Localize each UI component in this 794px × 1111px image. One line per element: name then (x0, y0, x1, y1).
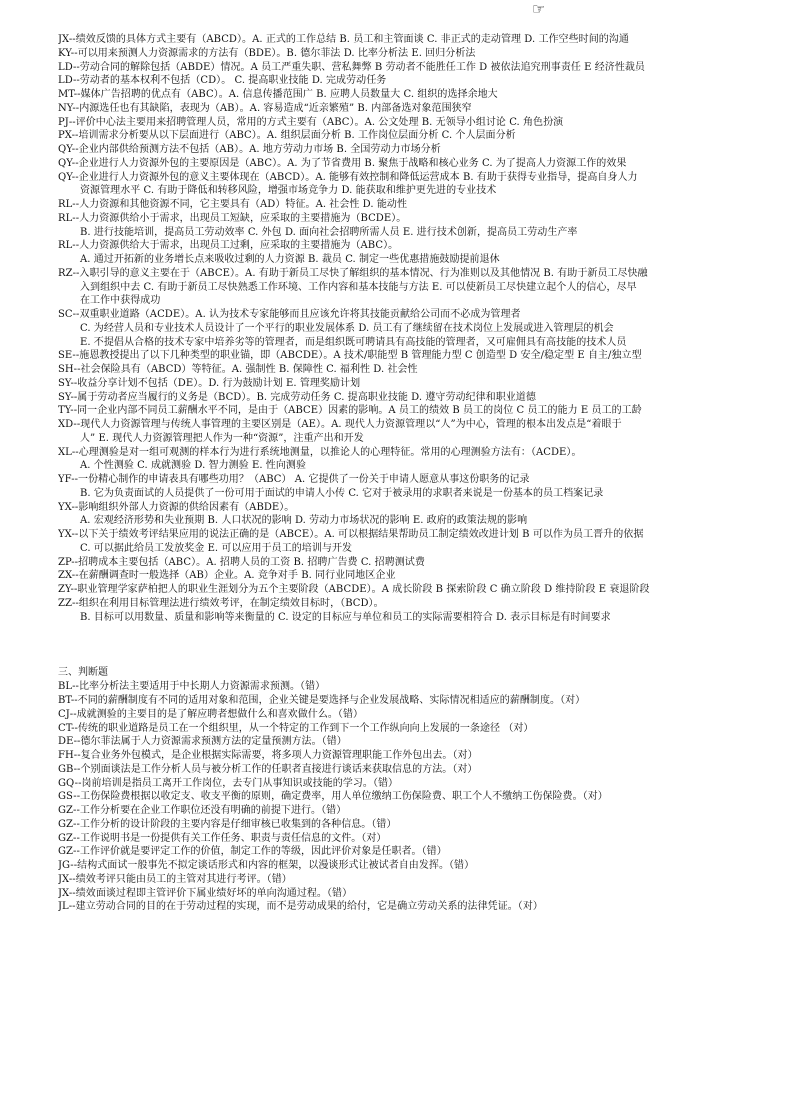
question-line: QY--企业进行人力资源外包的主要原因是（ABC）。A. 为了节省费用 B. 聚焦于战略和核心业务 C. 为了提高人力资源工作的效果 (58, 157, 627, 169)
judgement-line: BL--比率分析法主要适用于中长期人力资源需求预测。（错） (58, 681, 326, 693)
question-line: SH--社会保险具有（ABCD）等特征。A. 强制性 B. 保障性 C. 福利性 D. 社会性 (58, 364, 418, 375)
question-line: ZY--职业管理学家萨柏把人的职业生涯划分为五个主要阶段（ABCDE）。A 成长阶段 B 探索阶段 C 确立阶段 D 维持阶段 E 衰退阶段 (58, 584, 650, 595)
question-line: MT--媒体广告招聘的优点有（ABC）。A. 信息传播范围广 B. 应聘人员数量大 C. 组织的选择余地大 (58, 89, 498, 100)
question-line: ZZ--组织在利用目标管理法进行绩效考评，在制定绩效目标时，（BCD）。 (58, 597, 384, 609)
question-continuation-line: C. 为经营人员和专业技术人员设计了一个平行的职业发展体系 D. 员工有了继续留在技术岗位上发展或进入管理层的机会 (80, 322, 614, 334)
judgement-line: BT--不同的薪酬制度有不同的适用对象和范围，企业关键是要选择与企业发展战略、实际情况相适应的薪酬制度。（对） (58, 695, 586, 706)
judgement-line: JL--建立劳动合同的目的在于劳动过程的实现，而不是劳动成果的给付，它是确立劳动关系的法律凭证。（对） (58, 901, 543, 913)
judgement-line: CJ--成就测验的主要目的是了解应聘者想做什么和喜欢做什么。（错） (58, 708, 364, 720)
question-continuation-line: 人” E. 现代人力资源管理把人作为一种“资源”，注重产出和开发 (80, 432, 364, 444)
question-line: KY--可以用来预测人力资源需求的方法有（BDE）。B. 德尔菲法 D. 比率分析法 E. 回归分析法 (58, 47, 476, 59)
question-line: SC--双重职业道路（ACDE）。A. 认为技术专家能够而且应该允许将其技能贡献给公司而不必成为管理者 (58, 309, 521, 320)
question-line: RL--人力资源和其他资源不同，它主要具有（AD）特征。A. 社会性 D. 能动性 (58, 199, 407, 210)
document-content (58, 33, 758, 914)
question-line: SE--施恩教授提出了以下几种类型的职业锚，即（ABCDE）。A 技术/职能型 B 管理能力型 C 创造型 D 安全/稳定型 E 自主/独立型 (58, 350, 642, 362)
question-line: YF--一份精心制作的申请表具有哪些功用？（ABC） A. 它提供了一份关于申请人愿意从事这份职务的记录 (58, 474, 530, 485)
question-line: YX--以下关于绩效考评结果应用的说法正确的是（ABCE）。A. 可以根据结果帮助员工制定绩效改进计划 B 可以作为员工晋升的依据 (58, 529, 644, 540)
judgement-line: GZ--工作评价就是要评定工作的价值，制定工作的等级，因此评价对象是任职者。（错） (58, 846, 447, 858)
question-line: SY--属于劳动者应当履行的义务是（BCD）。B. 完成劳动任务 C. 提高职业技能 D. 遵守劳动纪律和职业道德 (58, 391, 536, 403)
question-continuation-line: 在工作中获得成功 (80, 295, 161, 307)
question-line: PJ--评价中心法主要用来招聘管理人员，常用的方式主要有（ABC）。A. 公文处理 B. 无领导小组讨论 C. 角色扮演 (58, 116, 564, 128)
question-line: XD--现代人力资源管理与传统人事管理的主要区别是（AE）。A. 现代人力资源管理以“人”为中心，管理的根本出发点是“着眼于 (58, 419, 622, 430)
question-continuation-line: A. 宏观经济形势和失业预期 B. 人口状况的影响 D. 劳动力市场状况的影响 E. 政府的政策法规的影响 (80, 515, 528, 527)
question-line: RL--人力资源供给小于需求，出现员工短缺，应采取的主要措施为（BCDE）。 (58, 212, 407, 224)
judgement-line: GZ--工作说明书是一份提供有关工作任务、职责与责任信息的文件。（对） (58, 832, 387, 844)
question-continuation-line: A. 个性测验 C. 成就测验 D. 智力测验 E. 性向测验 (80, 460, 306, 472)
judgement-line: GZ--工作分析的设计阶段的主要内容是仔细审核已收集到的各种信息。（错） (58, 818, 397, 830)
question-line: XL--心理测验是对一组可观测的样本行为进行系统地测量，以推论人的心理特征。常用的心理测验方法有：（ACDE）。 (58, 446, 582, 458)
question-line: RL--人力资源供给大于需求，出现员工过剩，应采取的主要措施为（ABC）。 (58, 240, 399, 252)
question-line: SY--收益分享计划不包括（DE）。D. 行为鼓励计划 E. 管理奖励计划 (58, 377, 361, 389)
question-line: ZP--招聘成本主要包括（ABC）。A. 招聘人员的工资 B. 招聘广告费 C. 招聘测试费 (58, 556, 425, 568)
judgement-line: JG--结构式面试一般事先不拟定谈话形式和内容的框架，以漫谈形式让被试者自由发挥。（错） (58, 860, 475, 871)
section-gap (58, 624, 758, 666)
question-line: QY--企业进行人力资源外包的意义主要体现在（ABCD）。A. 能够有效控制和降低运营成本 B. 有助于获得专业指导，提高自身人力 (58, 171, 638, 183)
question-line: LD--劳动者的基本权利不包括（CD）。 C. 提高职业技能 D. 完成劳动任务 (58, 75, 387, 87)
judgement-line: CT--传统的职业道路是员工在一个组织里，从一个特定的工作到下一个工作纵向向上发展的一条途径 （对） (58, 722, 534, 734)
question-continuation-line: 入到组织中去 C. 有助于新员工尽快熟悉工作环境、工作内容和基本技能与方法 E. 可以使新员工尽快建立起个人的信心，尽早 (80, 281, 637, 293)
judgement-line: GZ--工作分析要在企业工作职位还没有明确的前提下进行。（错） (58, 805, 347, 816)
question-line: QY--企业内部供给预测方法不包括（AB）。A. 地方劳动力市场 B. 全国劳动力市场分析 (58, 144, 441, 155)
question-continuation-line: E. 不提倡从合格的技术专家中培养劣等的管理者，而是组织既可聘请具有高技能的管理者，又可雇佣具有高技能的技术人员 (80, 336, 627, 348)
question-line: JX--绩效反馈的具体方式主要有（ABCD）。A. 正式的工作总结 B. 员工和主管面谈 C. 非正式的走动管理 D. 工作空些时间的沟通 (58, 34, 629, 45)
question-continuation-line: B. 目标可以用数量、质量和影响等来衡量的 C. 设定的目标应与单位和员工的实际需要相符合 D. 表示目标是有时间要求 (80, 611, 611, 623)
question-continuation-line: A. 通过开拓新的业务增长点来吸收过剩的人力资源 B. 裁员 C. 制定一些优惠措施鼓励提前退休 (80, 254, 500, 265)
question-continuation-line: B. 它为负责面试的人员提供了一份可用于面试的申请人小传 C. 它对于被录用的求职者来说是一份基本的员工档案记录 (80, 487, 604, 499)
judgement-line: GQ--岗前培训是指员工离开工作岗位，去专门从事知识或技能的学习。（错） (58, 777, 399, 789)
judgement-line: GS--工伤保险费根据以收定支、收支平衡的原则，确定费率，用人单位缴纳工伤保险费、职工个人不缴纳工伤保险费。（对） (58, 791, 608, 803)
judgement-line: JX--绩效考评只能由员工的主管对其进行考评。（错） (58, 873, 292, 885)
question-line: NY--内源选任也有其缺陷，表现为（AB）。A. 容易造成“近亲繁殖” B. 内部备选对象范围狭窄 (58, 102, 472, 114)
pointing-hand-icon: ☞ (532, 0, 546, 18)
judgement-line: GB--个别面谈法是工作分析人员与被分析工作的任职者直接进行谈话来获取信息的方法。（对） (58, 763, 478, 775)
multiple-choice-section (58, 33, 758, 624)
judgement-line: FH--复合业务外包模式，是企业根据实际需要，将多项人力资源管理职能工作外包出去。（对） (58, 750, 478, 761)
section-title: 三、判断题 (58, 667, 108, 679)
question-line: LD--劳动合同的解除包括（ABDE）情况。A 员工严重失职、营私舞弊 B 劳动者不能胜任工作 D 被依法追究刑事责任 E 经济性裁员 (58, 61, 645, 73)
question-line: ZX--在薪酬调查时一般选择（AB）企业。A. 竞争对手 B. 同行业同地区企业 (58, 570, 396, 582)
question-continuation-line: C. 可以据此给员工发放奖金 E. 可以应用于员工的培训与开发 (80, 542, 353, 554)
judgement-line: JX--绩效面谈过程即主管评价下属业绩好坏的单向沟通过程。（错） (58, 887, 353, 899)
true-false-section (58, 680, 758, 914)
question-line: PX--培训需求分析要从以下层面进行（ABC）。A. 组织层面分析 B. 工作岗位层面分析 C. 个人层面分析 (58, 130, 516, 142)
question-continuation-line: B. 进行技能培训，提高员工劳动效率 C. 外包 D. 面向社会招聘所需人员 E. 进行技术创新，提高员工劳动生产率 (80, 226, 578, 238)
question-line: YX--影响组织外部人力资源的供给因素有（ABDE）。 (58, 501, 295, 513)
question-continuation-line: 资源管理水平 C. 有助于降低和转移风险，增强市场竞争力 D. 能获取和维护更先进的专业技术 (80, 185, 497, 197)
question-line: TY--同一企业内部不同员工薪酬水平不同，是由于（ABCE）因素的影响。A 员工的绩效 B 员工的岗位 C 员工的能力 E 员工的工龄 (58, 405, 642, 417)
question-line: RZ--入职引导的意义主要在于（ABCE）。A. 有助于新员工尽快了解组织的基本情况、行为准则以及其他情况 B. 有助于新员工尽快融 (58, 267, 648, 279)
judgement-line: DE--德尔菲法属于人力资源需求预测方法的定量预测方法。（错） (58, 736, 347, 748)
